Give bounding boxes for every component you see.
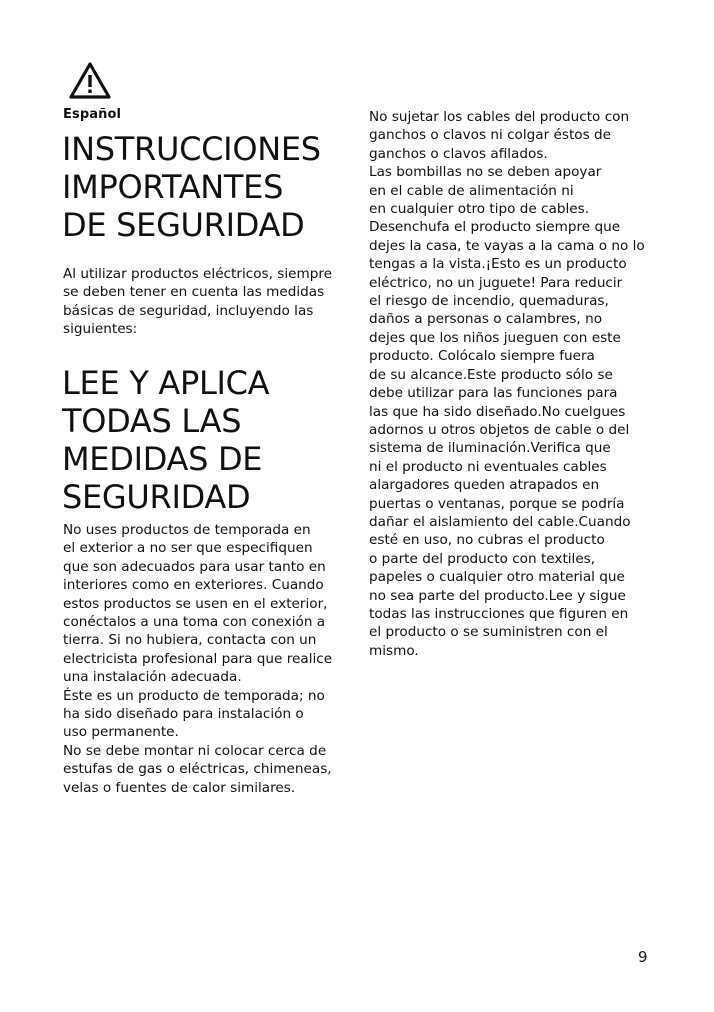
text-line: interiores como en exteriores. Cuando [63,577,324,594]
warning-icon [68,60,112,100]
language-label: Español [63,107,122,122]
text-line: el exterior a no ser que especifiquen [63,540,313,557]
text-line: en cualquier otro tipo de cables. [369,201,590,218]
text-line: mismo. [369,642,419,659]
intro-line: siguientes: [63,321,138,338]
text-line: dejes que los niños jueguen con este [369,329,621,346]
text-line: esté en uso, no cubras el producto [369,532,605,549]
text-line: sistema de iluminación.Verifica que [369,440,611,457]
text-line: alargadores queden atrapados en [369,477,600,494]
section-title-line: LEE Y APLICA [62,364,270,402]
title-line: DE SEGURIDAD [62,206,305,244]
text-line: producto. Colócalo siempre fuera [369,348,595,365]
text-line: daños a personas o calambres, no [369,311,603,328]
page-number: 9 [638,948,648,966]
text-line: puertas o ventanas, porque se podría [369,495,625,512]
text-line: que son adecuados para usar tanto en [63,558,326,575]
text-line: una instalación adecuada. [63,669,242,686]
text-line: No sujetar los cables del producto con [369,109,630,125]
text-line: estufas de gas o eléctricas, chimeneas, [63,761,332,778]
text-line: de su alcance.Este producto sólo se [369,366,613,383]
text-line: conéctalos a una toma con conexión a [63,614,326,631]
text-line: eléctrico, no un juguete! Para reducir [369,274,623,291]
text-line: adornos u otros objetos de cable o del [369,421,630,438]
text-line: tierra. Si no hubiera, contacta con un [63,632,317,649]
text-line: tengas a la vista.¡Esto es un producto [369,256,627,273]
title-line: IMPORTANTES [62,168,284,206]
section-title-line: MEDIDAS DE [62,440,263,478]
text-line: no sea parte del producto.Lee y sigue [369,587,626,604]
text-line: las que ha sido diseñado.No cuelgues [369,403,626,420]
text-line: uso permanente. [63,724,179,741]
text-line: el producto o se suministren con el [369,624,608,641]
title-line: INSTRUCCIONES [62,130,321,168]
page-title [62,130,352,244]
text-line: debe utilizar para las funciones para [369,385,618,402]
right-column-text [369,108,659,660]
text-line: electricista profesional para que realice [63,650,333,667]
text-line: Desenchufa el producto siempre que [369,219,621,236]
intro-paragraph [63,265,353,339]
text-line: todas las instrucciones que figuren en [369,605,629,622]
intro-line: básicas de seguridad, incluyendo las [63,302,314,319]
text-line: Las bombillas no se deben apoyar [369,164,602,181]
text-line: Éste es un producto de temporada; no [63,687,325,704]
text-line: No se debe montar ni colocar cerca de [63,742,327,759]
text-line: el riesgo de incendio, quemaduras, [369,293,609,310]
text-line: dañar el aislamiento del cable.Cuando [369,513,631,530]
text-line: ganchos o clavos afilados. [369,145,548,162]
intro-line: Al utilizar productos eléctricos, siempre [63,266,332,282]
text-line: No uses productos de temporada en [63,522,311,538]
section-title-line: TODAS LAS [62,402,242,440]
text-line: dejes la casa, te vayas a la cama o no lo [369,237,645,254]
text-line: papeles o cualquier otro material que [369,569,625,586]
text-line: velas o fuentes de calor similares. [63,779,296,796]
text-line: en el cable de alimentación ni [369,182,574,199]
text-line: ni el producto ni eventuales cables [369,458,607,475]
text-line: ganchos o clavos ni colgar éstos de [369,127,612,144]
left-column-text [63,521,353,797]
text-line: estos productos se usen en el exterior, [63,595,328,612]
intro-line: se deben tener en cuenta las medidas [63,284,325,301]
section-title-line: SEGURIDAD [62,478,251,516]
text-line: o parte del producto con textiles, [369,550,596,567]
text-line: ha sido diseñado para instalación o [63,706,304,723]
section-title [62,364,352,516]
